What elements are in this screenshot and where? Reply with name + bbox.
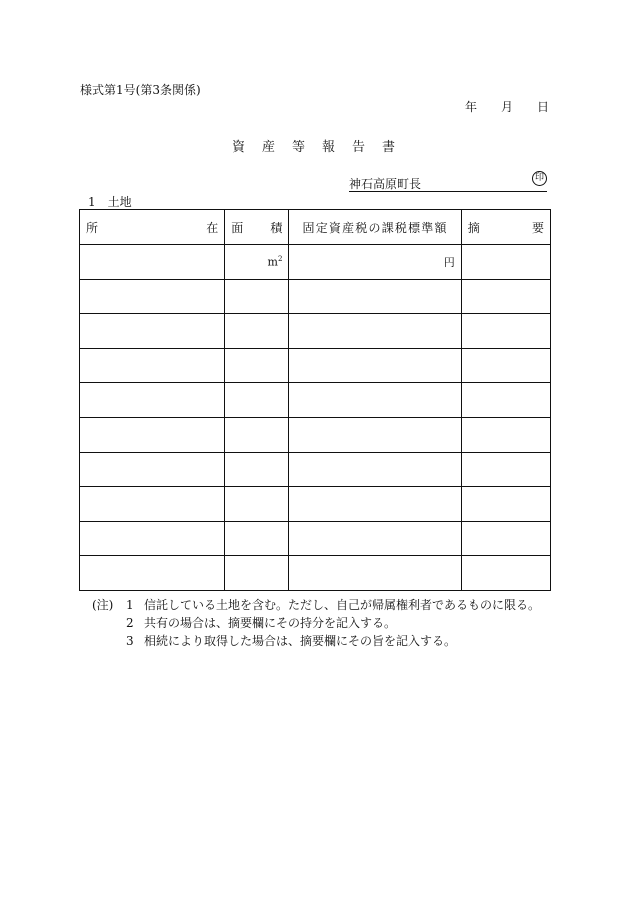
seal-mark: 印 bbox=[532, 171, 547, 186]
cell-tax-value[interactable] bbox=[289, 245, 461, 280]
note-item bbox=[126, 614, 396, 631]
date-day-label: 日 bbox=[537, 100, 550, 114]
note-text: 相続により取得した場合は、摘要欄にその旨を記入する。 bbox=[144, 634, 457, 648]
table-row bbox=[80, 452, 551, 487]
header-remarks-left: 摘 bbox=[467, 220, 480, 235]
header-location-left: 所 bbox=[86, 220, 99, 235]
cell-remarks[interactable] bbox=[461, 452, 550, 487]
cell-remarks[interactable] bbox=[461, 245, 550, 280]
cell-area[interactable] bbox=[225, 279, 289, 314]
document-title: 資産等報告書 bbox=[232, 140, 413, 155]
cell-location[interactable] bbox=[80, 279, 225, 314]
yen-unit: 円 bbox=[443, 255, 455, 269]
cell-tax-value[interactable] bbox=[289, 417, 461, 452]
date-year-label: 年 bbox=[465, 100, 478, 114]
note-number: 1 bbox=[126, 598, 134, 612]
cell-tax-value[interactable] bbox=[289, 383, 461, 418]
section-number: 1 bbox=[88, 195, 96, 209]
cell-area[interactable] bbox=[225, 556, 289, 591]
cell-remarks[interactable] bbox=[461, 348, 550, 383]
header-area bbox=[225, 210, 289, 245]
header-area-right: 積 bbox=[270, 220, 283, 235]
cell-location[interactable] bbox=[80, 417, 225, 452]
table-row bbox=[80, 348, 551, 383]
cell-tax-value[interactable] bbox=[289, 314, 461, 349]
cell-location[interactable] bbox=[80, 521, 225, 556]
cell-tax-value[interactable] bbox=[289, 452, 461, 487]
table-row bbox=[80, 314, 551, 349]
area-unit-sup: 2 bbox=[277, 254, 283, 263]
cell-remarks[interactable] bbox=[461, 279, 550, 314]
cell-location[interactable] bbox=[80, 245, 225, 280]
cell-tax-value[interactable] bbox=[289, 279, 461, 314]
section-title: 土地 bbox=[107, 195, 132, 209]
cell-location[interactable] bbox=[80, 314, 225, 349]
table-row bbox=[80, 556, 551, 591]
date-month-label: 月 bbox=[501, 100, 514, 114]
table-row bbox=[80, 383, 551, 418]
cell-location[interactable] bbox=[80, 348, 225, 383]
table-header-row bbox=[80, 210, 551, 245]
note-number: 2 bbox=[126, 616, 134, 630]
cell-tax-value[interactable] bbox=[289, 521, 461, 556]
cell-remarks[interactable] bbox=[461, 521, 550, 556]
land-table bbox=[79, 209, 551, 591]
note-item bbox=[126, 632, 456, 649]
cell-location[interactable] bbox=[80, 383, 225, 418]
note-item bbox=[92, 596, 540, 613]
cell-tax-value[interactable] bbox=[289, 487, 461, 522]
area-unit: m bbox=[267, 255, 278, 269]
cell-area[interactable] bbox=[225, 521, 289, 556]
recipient-line: 神石高原町長 bbox=[349, 175, 547, 192]
note-text: 共有の場合は、摘要欄にその持分を記入する。 bbox=[144, 616, 397, 630]
cell-location[interactable] bbox=[80, 487, 225, 522]
cell-tax-value[interactable] bbox=[289, 348, 461, 383]
header-remarks-right: 要 bbox=[531, 220, 544, 235]
section-heading bbox=[88, 193, 132, 210]
cell-area[interactable] bbox=[225, 383, 289, 418]
header-remarks bbox=[461, 210, 550, 245]
cell-area[interactable] bbox=[225, 245, 289, 280]
table-row bbox=[80, 245, 551, 280]
header-location bbox=[80, 210, 225, 245]
cell-area[interactable] bbox=[225, 417, 289, 452]
table-row bbox=[80, 521, 551, 556]
table-row bbox=[80, 487, 551, 522]
cell-location[interactable] bbox=[80, 452, 225, 487]
header-location-right: 在 bbox=[206, 220, 219, 235]
cell-remarks[interactable] bbox=[461, 314, 550, 349]
note-number: 3 bbox=[126, 634, 134, 648]
cell-remarks[interactable] bbox=[461, 487, 550, 522]
header-area-left: 面 bbox=[231, 220, 244, 235]
cell-remarks[interactable] bbox=[461, 383, 550, 418]
cell-area[interactable] bbox=[225, 487, 289, 522]
note-text: 信託している土地を含む。ただし、自己が帰属権利者であるものに限る。 bbox=[144, 598, 541, 612]
cell-tax-value[interactable] bbox=[289, 556, 461, 591]
cell-area[interactable] bbox=[225, 348, 289, 383]
cell-remarks[interactable] bbox=[461, 417, 550, 452]
cell-remarks[interactable] bbox=[461, 556, 550, 591]
header-tax-value: 固定資産税の課税標準額 bbox=[289, 210, 461, 245]
cell-area[interactable] bbox=[225, 314, 289, 349]
cell-area[interactable] bbox=[225, 452, 289, 487]
form-number: 様式第1号(第3条関係) bbox=[80, 83, 201, 97]
notes-label: (注) bbox=[92, 598, 114, 612]
table-row bbox=[80, 417, 551, 452]
table-row bbox=[80, 279, 551, 314]
cell-location[interactable] bbox=[80, 556, 225, 591]
